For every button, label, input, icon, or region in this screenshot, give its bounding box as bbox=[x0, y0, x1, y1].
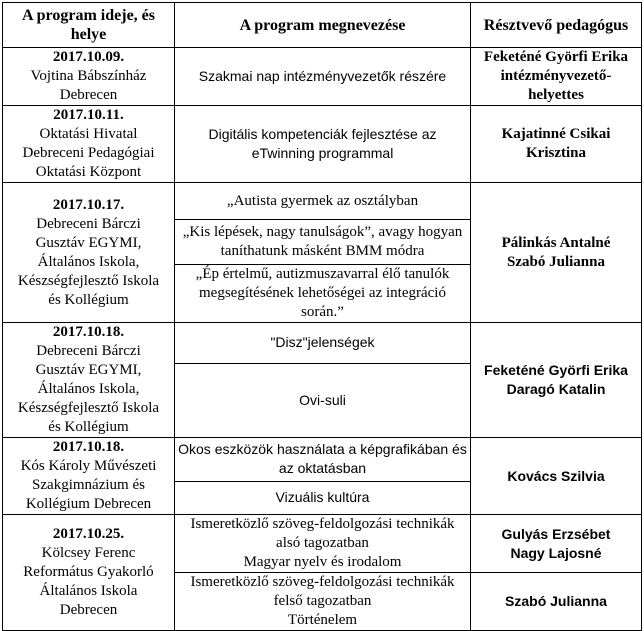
event-place-line: Készségfejlesztő Iskola bbox=[17, 400, 160, 416]
program-line: Ismeretközlő szöveg-feldolgozási technikák bbox=[190, 574, 455, 590]
table-row bbox=[3, 48, 642, 106]
program-table bbox=[2, 2, 642, 631]
event-place-line: Gusztáv EGYMI, bbox=[35, 362, 142, 378]
program-line: alsó tagozatban bbox=[276, 535, 369, 551]
program-name bbox=[175, 323, 471, 364]
program-line: Ovi-suli bbox=[299, 391, 346, 408]
event-time-place bbox=[3, 438, 175, 515]
program-line: taníthatunk másként BMM módra bbox=[220, 243, 425, 259]
teacher-line: Nagy Lajosné bbox=[510, 544, 602, 561]
header-row bbox=[3, 3, 642, 48]
teacher-line: Daragó Katalin bbox=[506, 381, 606, 397]
program-line: Ismeretközlő szöveg-feldolgozási technikák bbox=[190, 516, 455, 532]
program-name bbox=[175, 573, 471, 631]
event-time-place bbox=[3, 48, 175, 106]
program-line: Digitális kompetenciák fejlesztése az bbox=[208, 126, 437, 142]
event-date: 2017.10.11. bbox=[53, 107, 124, 123]
event-date: 2017.10.25. bbox=[52, 526, 125, 542]
teacher-cell bbox=[471, 438, 642, 515]
header-teacher bbox=[471, 3, 642, 48]
program-line: során.” bbox=[301, 304, 344, 320]
event-place-line: Általános Iskola, bbox=[37, 381, 140, 397]
program-name bbox=[175, 515, 471, 573]
program-line: Okos eszközök használata a képgrafikában és bbox=[178, 441, 467, 458]
event-time-place bbox=[3, 515, 175, 631]
header-program-name bbox=[175, 3, 471, 48]
event-place-line: Oktatási Hivatal bbox=[39, 126, 138, 142]
event-date: 2017.10.18. bbox=[52, 324, 125, 340]
event-time-place bbox=[3, 323, 175, 438]
program-line: Szakmai nap intézményvezetők részére bbox=[198, 68, 447, 84]
program-line: az oktatásban bbox=[278, 460, 367, 477]
event-place-line: Debrecen bbox=[59, 87, 118, 103]
teacher-line: Feketéné Györfi Erika bbox=[483, 49, 629, 65]
program-name bbox=[175, 438, 471, 482]
teacher-line: Szabó Julianna bbox=[507, 253, 605, 270]
event-place-line: Gusztáv EGYMI, bbox=[35, 234, 142, 251]
event-place-line: Általános Iskola bbox=[39, 583, 138, 599]
event-place-line: Debrecen bbox=[59, 602, 118, 618]
table-row bbox=[3, 106, 642, 183]
program-line: "Disz"jelenségek bbox=[270, 334, 375, 351]
header-text: A program ideje, és bbox=[21, 7, 155, 24]
header-text: helye bbox=[70, 26, 107, 43]
event-time-place bbox=[3, 106, 175, 183]
event-place-line: Általános Iskola, bbox=[37, 253, 140, 270]
event-place-line: Református Gyakorló bbox=[23, 564, 154, 580]
teacher-line: Gulyás Erzsébet bbox=[501, 525, 611, 542]
header-time-place bbox=[3, 3, 175, 48]
teacher-cell bbox=[471, 106, 642, 183]
teacher-line: Kajatinné Csikai bbox=[501, 126, 611, 142]
teacher-line: Pálinkás Antalné bbox=[501, 234, 611, 251]
program-line: Magyar nyelv és irodalom bbox=[243, 554, 402, 570]
teacher-line: Feketéné Györfi Erika bbox=[484, 362, 628, 378]
program-name bbox=[175, 363, 471, 437]
header-text: A program megnevezése bbox=[239, 16, 406, 34]
teacher-cell bbox=[471, 323, 642, 438]
teacher-line: Kovács Szilvia bbox=[507, 467, 605, 484]
program-name bbox=[175, 48, 471, 106]
program-name bbox=[175, 183, 471, 220]
event-place-line: Oktatási Központ bbox=[35, 164, 142, 180]
event-place-line: és Kollégium bbox=[48, 419, 129, 435]
event-date: 2017.10.09. bbox=[52, 49, 125, 65]
event-place-line: Kós Károly Művészeti bbox=[20, 458, 157, 474]
teacher-line: helyettes bbox=[528, 87, 584, 103]
teacher-line: intézményvezető- bbox=[500, 68, 612, 84]
program-name bbox=[175, 265, 471, 323]
program-line: felső tagozatban bbox=[273, 593, 372, 609]
program-line: eTwinning programmal bbox=[251, 145, 394, 161]
program-name bbox=[175, 481, 471, 514]
teacher-line: Szabó Julianna bbox=[505, 593, 607, 609]
event-date: 2017.10.17. bbox=[52, 196, 125, 213]
teacher-line: Krisztina bbox=[526, 145, 586, 161]
program-name bbox=[175, 106, 471, 183]
table-row bbox=[3, 183, 642, 220]
program-line: „Kis lépések, nagy tanulságok”, avagy hogyan bbox=[182, 224, 463, 240]
teacher-cell bbox=[471, 183, 642, 323]
program-line: „Ép értelmű, autizmuszavarral élő tanulók bbox=[195, 266, 450, 282]
program-line: Vizuális kultúra bbox=[275, 489, 370, 506]
event-place-line: Debreceni Bárczi bbox=[36, 215, 141, 232]
header-text: Résztvevő pedagógus bbox=[483, 16, 629, 34]
table-row bbox=[3, 323, 642, 364]
event-place-line: Vojtina Bábszínház bbox=[30, 68, 147, 84]
table-row bbox=[3, 438, 642, 482]
program-line: megsegítésének lehetőségei az integráció bbox=[199, 285, 446, 301]
event-place-line: Kölcsey Ferenc bbox=[41, 545, 136, 561]
event-place-line: Debreceni Pedagógiai bbox=[22, 145, 155, 161]
event-time-place bbox=[3, 183, 175, 323]
event-place-line: Kollégium Debrecen bbox=[25, 496, 152, 512]
event-place-line: Szakgimnázium és bbox=[32, 477, 145, 493]
event-place-line: Készségfejlesztő Iskola bbox=[17, 272, 160, 289]
event-date: 2017.10.18. bbox=[52, 439, 125, 455]
event-place-line: Debreceni Bárczi bbox=[36, 343, 141, 359]
event-place-line: és Kollégium bbox=[48, 291, 129, 308]
program-line: Történelem bbox=[287, 612, 358, 628]
teacher-cell bbox=[471, 573, 642, 631]
table-row bbox=[3, 515, 642, 573]
program-line: „Autista gyermek az osztályban bbox=[226, 192, 419, 209]
teacher-cell bbox=[471, 48, 642, 106]
teacher-cell bbox=[471, 515, 642, 573]
program-name bbox=[175, 220, 471, 265]
